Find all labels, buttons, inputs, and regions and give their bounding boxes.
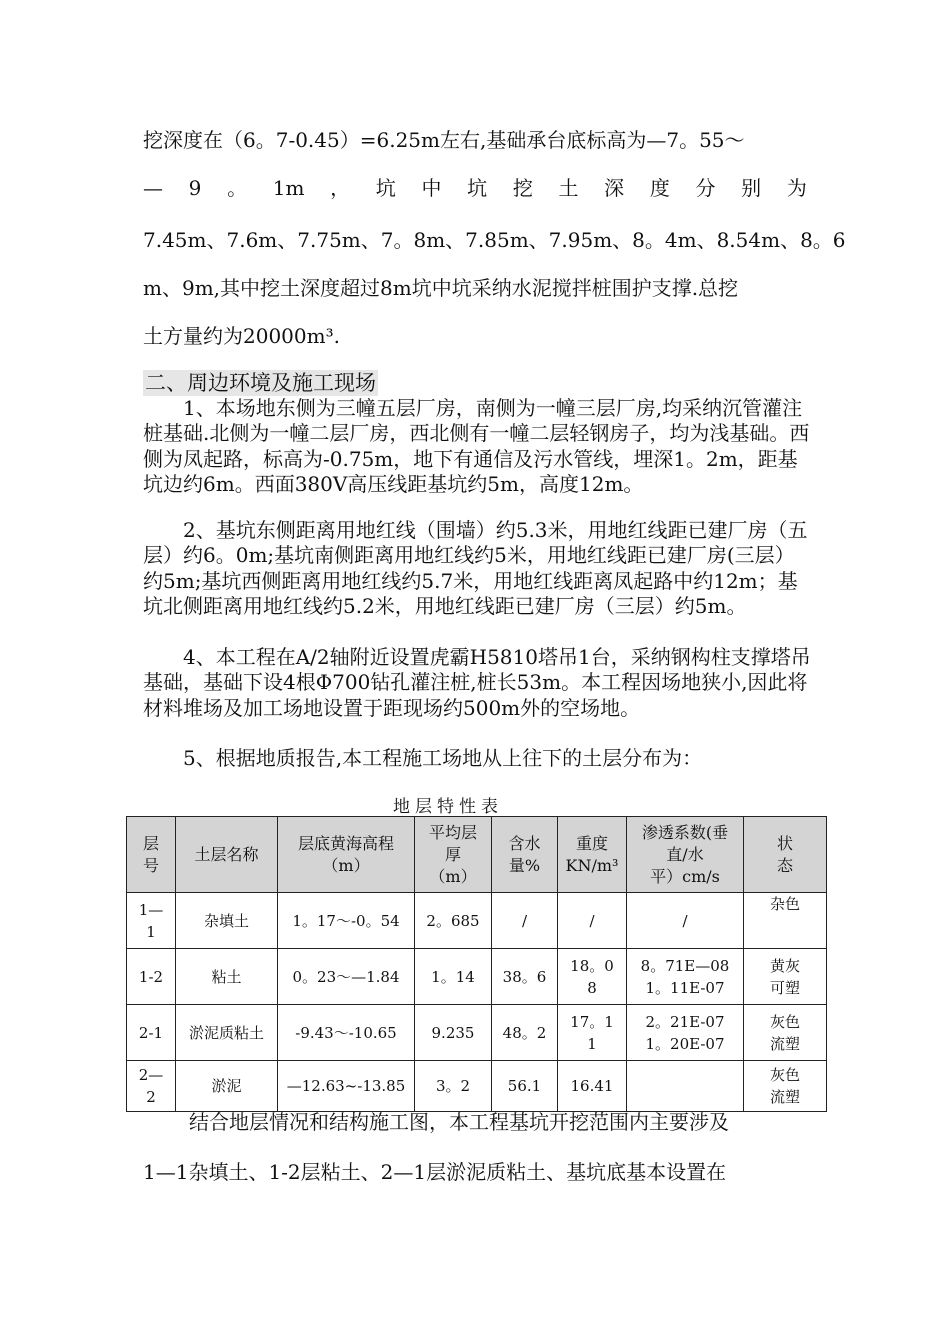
text-fragment: 别	[741, 176, 762, 200]
table-cell: 淤泥	[176, 1061, 278, 1112]
table-cell: 16.41	[558, 1061, 627, 1112]
table-row	[127, 1005, 827, 1061]
text-line-spread	[143, 176, 807, 200]
table-cell: 粘土	[176, 949, 278, 1005]
table-cell: 杂填土	[176, 893, 278, 949]
text-fragment: ，	[330, 176, 351, 200]
table-row	[127, 1061, 827, 1112]
table-cell: 9.235	[415, 1005, 492, 1061]
table-cell: 2。21E-07 1。20E-07	[627, 1005, 744, 1061]
table-cell: 0。23～—1.84	[278, 949, 415, 1005]
text-line: 结合地层情况和结构施工图，本工程基坑开挖范围内主要涉及	[189, 1110, 729, 1134]
table-cell: 1。14	[415, 949, 492, 1005]
table-header-row	[127, 817, 827, 893]
text-fragment: 中	[421, 176, 442, 200]
header-cell: 状 态	[744, 817, 827, 893]
table-cell: /	[558, 893, 627, 949]
table-cell: 48。2	[492, 1005, 558, 1061]
table-cell: 8。71E—08 1。11E-07	[627, 949, 744, 1005]
text-fragment: 1m	[272, 176, 305, 200]
text-fragment: 度	[649, 176, 670, 200]
text-line: 土方量约为20000m³.	[143, 324, 340, 348]
text-fragment: 土	[558, 176, 579, 200]
table-cell: 1-2	[127, 949, 176, 1005]
header-cell: 含水 量%	[492, 817, 558, 893]
text-line: 挖深度在（6。7-0.45）=6.25m左右,基础承台底标高为—7。55～	[143, 128, 745, 152]
text-fragment: 为	[786, 176, 807, 200]
paragraph: 5、根据地质报告,本工程施工场地从上往下的土层分布为：	[143, 746, 703, 770]
table-cell: 黄灰 可塑	[744, 949, 827, 1005]
header-cell: 重度 KN/m³	[558, 817, 627, 893]
table-cell	[627, 1061, 744, 1112]
table-cell: /	[492, 893, 558, 949]
table-cell: 淤泥质粘土	[176, 1005, 278, 1061]
table-cell: 2-1	[127, 1005, 176, 1061]
table-cell: 2。685	[415, 893, 492, 949]
table-cell: 灰色 流塑	[744, 1005, 827, 1061]
text-line: 1—1杂填土、1-2层粘土、2—1层淤泥质粘土、基坑底基本设置在	[143, 1160, 727, 1184]
text-fragment: 分	[695, 176, 716, 200]
header-cell: 层底黄海高程 （m）	[278, 817, 415, 893]
section-heading: 二、周边环境及施工现场	[145, 371, 376, 395]
table-cell: -9.43～-10.65	[278, 1005, 415, 1061]
table-cell: 17。1 1	[558, 1005, 627, 1061]
text-fragment: 坑	[467, 176, 488, 200]
soil-properties-table	[126, 816, 827, 1112]
header-cell: 土层名称	[176, 817, 278, 893]
table-cell: —12.63~-13.85	[278, 1061, 415, 1112]
table-cell: 灰色 流塑	[744, 1061, 827, 1112]
table-cell: /	[627, 893, 744, 949]
table-cell: 18。0 8	[558, 949, 627, 1005]
table-cell: 1。17～-0。54	[278, 893, 415, 949]
paragraph: 4、本工程在A/2轴附近设置虎霸H5810塔吊1台，采纳钢构柱支撑塔吊基础，基础下设4根Φ700钻孔灌注桩,桩长53m。本工程因场地狭小,因此将材料堆场及加工场地设置于距现场约500m外的空场地。	[143, 645, 811, 720]
text-fragment: 挖	[512, 176, 533, 200]
paragraph: 2、基坑东侧距离用地红线（围墙）约5.3米，用地红线距已建厂房（五层）约6。0m;基坑南侧距离用地红线约5米，用地红线距已建厂房(三层）约5m;基坑西侧距离用地红线约5.7米，用地红线距离凤起路中约12m；基坑北侧距离用地红线约5.2米，用地红线距已建厂房（三层）约5m。	[143, 518, 808, 618]
text-fragment: 深	[604, 176, 625, 200]
table-cell: 56.1	[492, 1061, 558, 1112]
table-cell: 3。2	[415, 1061, 492, 1112]
text-line: 7.45m、7.6m、7.75m、7。8m、7.85m、7.95m、8。4m、8.54m、8。6	[143, 228, 846, 252]
paragraph: 1、本场地东侧为三幢五层厂房，南侧为一幢三层厂房,均采纳沉管灌注桩基础.北侧为一幢二层厂房，西北侧有一幢二层轻钢房子，均为浅基础。西侧为凤起路，标高为-0.75m，地下有通信及污水管线，埋深1。2m，距基坑边约6m。西面380V高压线距基坑约5m，高度12m。	[143, 396, 810, 496]
table-cell: 1— 1	[127, 893, 176, 949]
text-line: m、9m,其中挖土深度超过8m坑中坑采纳水泥搅拌桩围护支撑.总挖	[143, 276, 739, 300]
header-cell: 层 号	[127, 817, 176, 893]
text-fragment: 。	[227, 176, 248, 200]
table-cell: 38。6	[492, 949, 558, 1005]
text-fragment: 9	[188, 176, 202, 200]
text-fragment: 坑	[375, 176, 396, 200]
table-row	[127, 893, 827, 949]
table-cell: 杂色	[744, 893, 827, 949]
header-cell: 渗透系数(垂 直/水 平）cm/s	[627, 817, 744, 893]
text-fragment: —	[143, 176, 163, 200]
table-row	[127, 949, 827, 1005]
table-cell: 2— 2	[127, 1061, 176, 1112]
table-caption: 地层特性表	[393, 797, 503, 817]
header-cell: 平均层 厚 （m）	[415, 817, 492, 893]
